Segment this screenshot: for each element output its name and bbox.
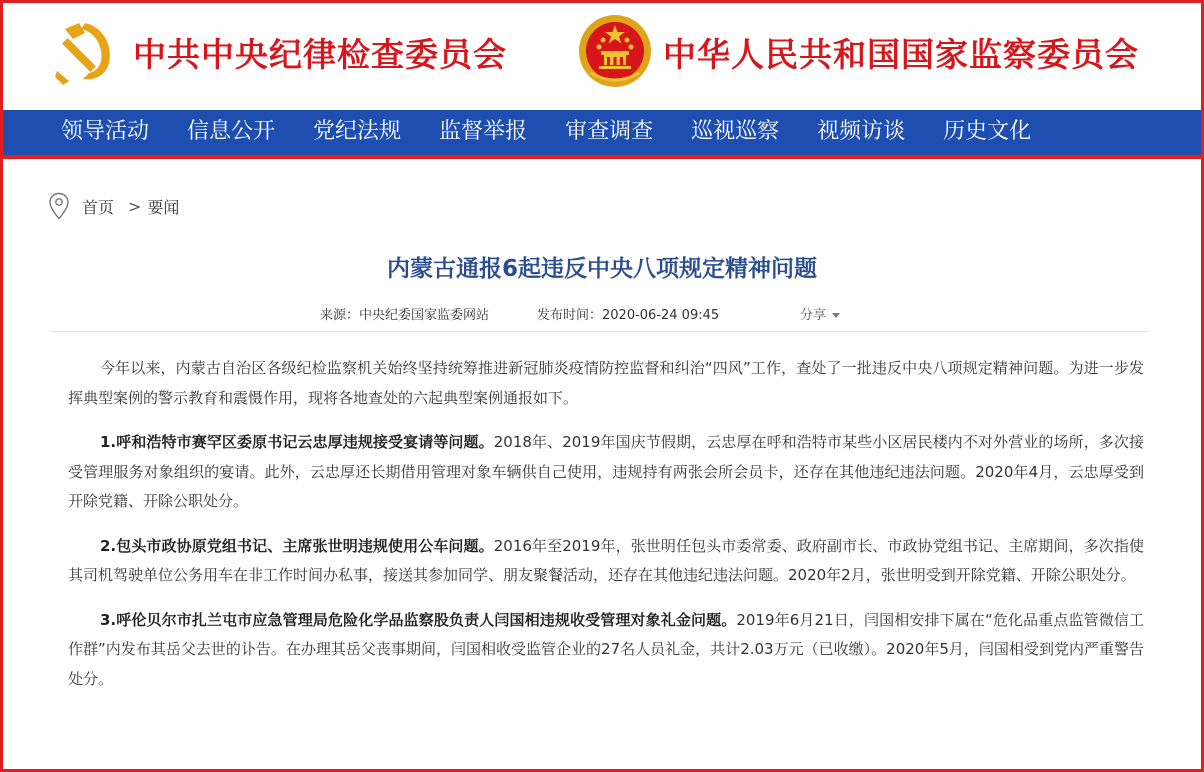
case-heading-2: 2.包头市政协原党组书记、主席张世明违规使用公车问题。: [100, 536, 494, 555]
article-title: 内蒙古通报6起违反中央八项规定精神问题: [386, 256, 817, 282]
nav-item-information[interactable]: 信息公开: [187, 119, 276, 144]
case-heading-1: 1.呼和浩特市赛罕区委原书记云忠厚违规接受宴请等问题。: [100, 433, 494, 451]
share-label: 分享: [800, 308, 827, 323]
breadcrumb-separator: >: [128, 196, 142, 216]
article-source: 来源：中央纪委国家监委网站: [320, 308, 490, 323]
nav-item-inspection[interactable]: 巡视巡察: [691, 119, 780, 144]
case-body-3: 2019年6月21日，闫国相安排下属在“危化品重点监管微信工作群”内发布其岳父去世的讣告。在办理其岳父丧事期间，闫国相收受监管企业的27名人员礼金，共计2.03万元（已收缴）。2020年5月，闫国相受到党内严重警告处分。: [68, 610, 1145, 688]
nav-item-leadership[interactable]: 领导活动: [61, 119, 150, 144]
highlight-frame-content: [0, 156, 1204, 772]
breadcrumb-home-link[interactable]: 首页: [82, 197, 115, 217]
highlight-frame-header: [0, 0, 1204, 158]
case-body-1: 2018年、2019年国庆节假期，云忠厚在呼和浩特市某些小区居民楼内不对外营业的场所，多次接受管理服务对象组织的宴请。此外，云忠厚还长期借用管理对象车辆供自己使用，违规持有两张会所会员卡，还存在其他违纪违法问题。2020年4月，云忠厚受到开除党籍、开除公职处分。: [68, 433, 1145, 510]
breadcrumb-current-link[interactable]: 要闻: [147, 197, 180, 217]
nav-item-history[interactable]: 历史文化: [943, 119, 1032, 144]
nav-item-investigation[interactable]: 审查调查: [565, 119, 654, 144]
nav-item-video[interactable]: 视频访谈: [817, 119, 906, 144]
nav-item-regulations[interactable]: 党纪法规: [313, 119, 402, 144]
case-heading-3: 3.呼伦贝尔市扎兰屯市应急管理局危险化学品监察股负责人闫国相违规收受管理对象礼金问题。: [100, 610, 737, 629]
org-title-right: 中华人民共和国国家监察委员会: [663, 35, 1139, 74]
case-body-2: 2016年至2019年，张世明任包头市委常委、政府副市长、市政协党组书记、主席期间，多次指使其司机驾驶单位公务用车在非工作时间办私事，接送其参加同学、朋友聚餐活动，还存在其他违纪违法问题。2020年2月，张世明受到开除党籍、开除公职处分。: [68, 536, 1145, 584]
article-intro-paragraph: 今年以来，内蒙古自治区各级纪检监察机关始终坚持统筹推进新冠肺炎疫情防控监督和纠治“四风”工作，查处了一批违反中央八项规定精神问题。为进一步发挥典型案例的警示教育和震慑作用，现将各地查处的六起典型案例通报如下。: [68, 359, 1144, 407]
org-title-left: 中共中央纪律检查委员会: [133, 35, 507, 74]
nav-item-report[interactable]: 监督举报: [439, 119, 528, 144]
article-published-time: 发布时间：2020-06-24 09:45: [537, 308, 720, 323]
